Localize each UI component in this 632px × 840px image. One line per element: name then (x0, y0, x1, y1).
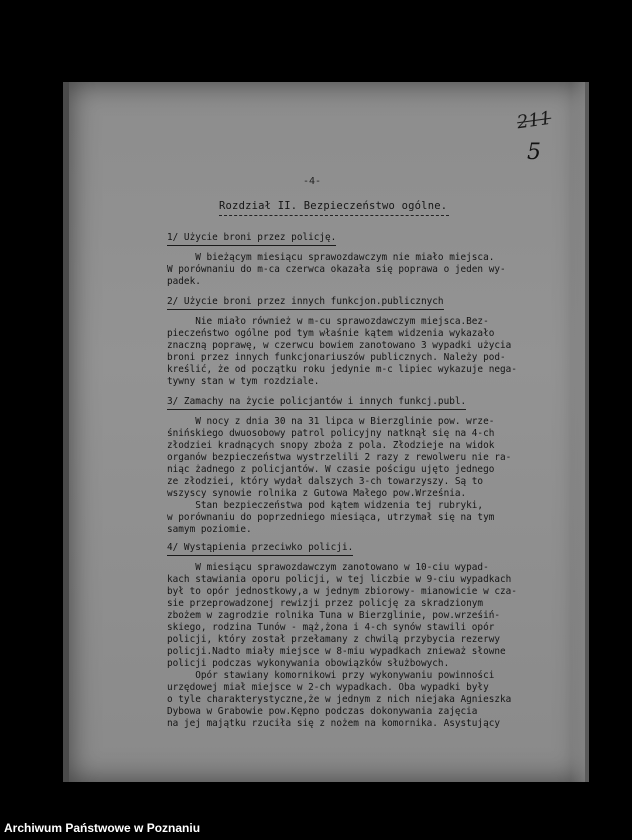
archive-footer (0, 816, 632, 840)
section-heading: 1/ Użycie broni przez policję. (167, 232, 336, 246)
text-line: W bieżącym miesiącu sprawozdawczym nie miało miejsca. (167, 252, 495, 263)
text-line: kreślić, że od początku roku jedynie m-c lipiec wykazuje nega- (167, 364, 517, 375)
text-line: w porównaniu do poprzedniego miesiąca, utrzymał się na tym (167, 512, 495, 523)
section-heading: 4/ Wystąpienia przeciwko policji. (167, 542, 353, 556)
text-line: tywny stan w tym rozdziale. (167, 376, 320, 387)
text-line: śnińskiego dwuosobowy patrol policyjny natknął się na 4-ch (167, 428, 495, 439)
section-2 (167, 296, 577, 388)
text-line: niąc żadnego z policjantów. W czasie pościgu ujęto jednego (167, 464, 495, 475)
text-line: policji, który został przełamany z chwilą przybycia rezerwy (167, 634, 501, 645)
section-1 (167, 232, 577, 288)
text-line: kach stawiania oporu policji, w tej liczbie w 9-ciu wypadkach (167, 574, 512, 585)
text-line: W miesiącu sprawozdawczym zanotowano w 10-ciu wypad- (167, 562, 489, 573)
text-line: Nie miało również w m-cu sprawozdawczym miejsca.Bez- (167, 316, 489, 327)
text-line: sie przeprowadzonej rewizji przez policję za skradzionym (167, 598, 484, 609)
chapter-underline (219, 215, 449, 216)
text-line: Opór stawiany komornikowi przy wykonywaniu powinności (167, 670, 495, 681)
text-line: policji.Nadto miały miejsce w 8-miu wypadkach znieważ słowne (167, 646, 506, 657)
text-line: zbożem w zagrodzie rolnika Tuna w Bierzglinie, pow.wrześiń- (167, 610, 501, 621)
text-line: złodziei kradnących snopy zboża z pola. Złodzieje na widok (167, 440, 495, 451)
section-3 (167, 396, 577, 536)
document-sheet (63, 82, 589, 782)
section-heading: 2/ Użycie broni przez innych funkcjon.publicznych (167, 296, 444, 310)
text-line: wszyscy synowie rolnika z Gutowa Małego pow.Września. (167, 488, 467, 499)
text-line: na jej majątku rzuciła się z nożem na komornika. Asystujący (167, 718, 501, 729)
text-line: W porównaniu do m-ca czerwca okazała się poprawa o jeden wy- (167, 264, 506, 275)
text-line: padek. (167, 276, 201, 287)
text-line: Dybowa w Grabowie pow.Kępno podczas dokonywania zajęcia (167, 706, 478, 717)
old-page-number: 211 (515, 107, 553, 134)
archive-label: Archiwum Państwowe w Poznaniu (4, 821, 201, 835)
section-heading: 3/ Zamachy na życie policjantów i innych funkcj.publ. (167, 396, 466, 410)
page-number: 5 (527, 140, 541, 165)
text-line: Stan bezpieczeństwa pod kątem widzenia tej rubryki, (167, 500, 484, 511)
chapter-title: Rozdział II. Bezpieczeństwo ogólne. (219, 200, 448, 212)
text-line: znaczną poprawę, w czerwcu bowiem zanotowano 3 wypadki użycia (167, 340, 512, 351)
text-line: ze złodziei, który wydał dalszych 3-ch towarzyszy. Są to (167, 476, 484, 487)
text-line: urzędowej miał miejsce w 2-ch wypadkach. Oba wypadki były (167, 682, 489, 693)
text-line: o tyle charakterystyczne,że w jednym z nich niejaka Agnieszka (167, 694, 512, 705)
text-line: skiego, rodzina Tunów - mąż,żona i 4-ch synów stawili opór (167, 622, 495, 633)
text-line: policji podczas wykonywania obowiązków służbowych. (167, 658, 450, 669)
text-line: był to opór jednostkowy,a w jednym zbiorowy- mianowicie w cza- (167, 586, 517, 597)
text-line: organów bezpieczeństwa wystrzelili 2 razy z rewolweru nie ra- (167, 452, 512, 463)
section-4 (167, 542, 577, 730)
text-line: samym poziomie. (167, 524, 252, 535)
text-line: broni przez innych funkcjonariuszów publicznych. Należy pod- (167, 352, 506, 363)
text-line: pieczeństwo ogólne pod tym właśnie kątem widzenia wykazało (167, 328, 495, 339)
text-line: W nocy z dnia 30 na 31 lipca w Bierzglinie pow. wrze- (167, 416, 495, 427)
page-marker: -4- (303, 176, 322, 187)
